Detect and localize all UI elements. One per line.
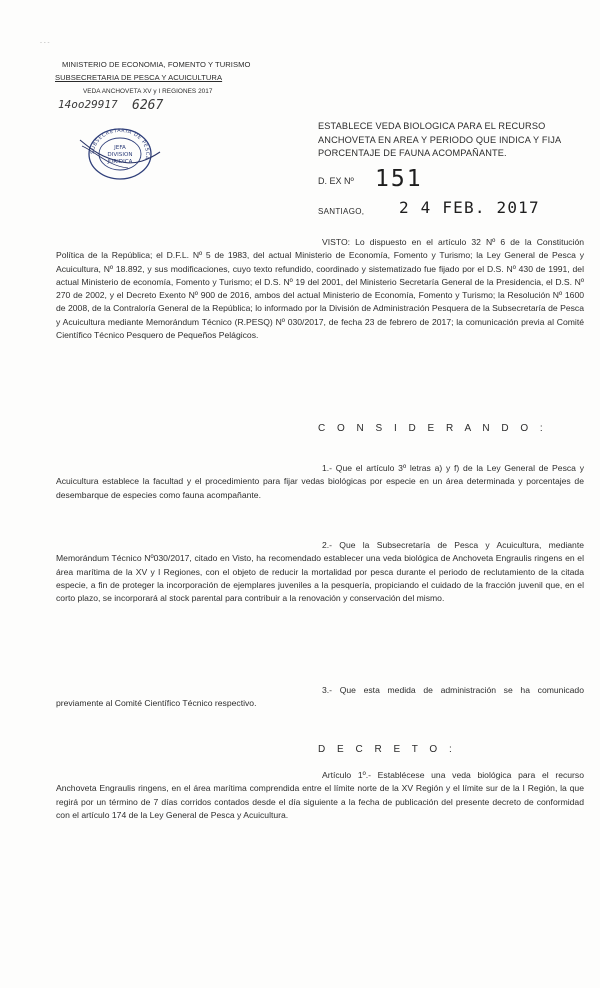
decree-title: ESTABLECE VEDA BIOLOGICA PARA EL RECURSO ANCHOVETA EN AREA Y PERIODO QUE INDICA Y FIJA PORCENTAJE DE FAUNA ACOMPAÑANTE. — [318, 121, 561, 158]
stamp-line-3: JURIDICA — [107, 159, 133, 165]
decreto-heading: D E C R E T O : — [318, 744, 457, 755]
considerando-item-2: 2.- Que la Subsecretaría de Pesca y Acuicultura, mediante Memorándum Técnico Nº030/2017, citado en Visto, ha recomendado establecer una veda biológica de Anchoveta Engraulis ringens en el área marítima de la XV y I Regiones, con el objeto de reducir la mortalidad por pesca durante el periodo de reclutamiento de la citada especie, a fin de proteger la incorporación de ejemplares juveniles a la pesquería, propiciando el cuidado de la fracción juvenil que, en el corto plazo, se incorporará al stock parental para contribuir a la renovación y conservación del mismo. — [56, 540, 584, 604]
division-juridica-stamp — [78, 122, 162, 182]
articulo-1: Artículo 1º.- Establécese una veda biológica para el recurso Anchoveta Engraulis ringens, en el área marítima comprendida entre el límite norte de la XV Región y el límite sur de la I Región, la que regirá por un término de 7 días corridos contados desde el día siguiente a la fecha de publicación del presente decreto de conformidad con el artículo 174 de la Ley General de Pesca y Acuicultura. — [56, 770, 584, 820]
handwritten-file-number: 14oo29917 — [58, 98, 118, 111]
header-subsecretaria: SUBSECRETARIA DE PESCA Y ACUICULTURA — [55, 73, 223, 82]
decree-number-label: D. EX Nº — [318, 176, 354, 186]
stamp-ring-text: SUBSECRETARIA DE PESCA — [89, 127, 151, 161]
visto-paragraph: VISTO: Lo dispuesto en el artículo 32 Nº 6 de la Constitución Política de la República; el D.F.L. Nº 5 de 1983, del actual Ministerio de Economía, Fomento y Turismo; la Ley General de Pesca y Acuicultura, Nº 18.892, y sus modificaciones, cuyo texto refundido, coordinado y sistematizado fue fijado por el D.S. Nº 430 de 1991, del actual Ministerio de economía, Fomento y Turismo; el D.S. Nº 19 del 2001, del Ministerio Secretaría General de la Presidencia, el D.S. Nº 270 de 2002, y el Decreto Exento Nº 900 de 2016, ambos del actual Ministerio de Economía, Fomento y Turismo; la Resolución Nº 1600 de 2008, de la Contraloría General de la República; lo informado por la División de Administración Pesquera de la Subsecretaría de Pesca y Acuicultura mediante Memorándum Técnico (R.PESQ) Nº 030/2017, de fecha 23 de febrero de 2017; la comunicación previa al Comité Científico Técnico Pesquero de Pequeños Pelágicos. — [56, 237, 584, 341]
handwritten-code: 6267 — [132, 98, 164, 113]
header-ministry: MINISTERIO DE ECONOMIA, FOMENTO Y TURISMO — [62, 60, 251, 69]
header-reference: VEDA ANCHOVETA XV y I REGIONES 2017 — [83, 88, 213, 95]
decree-place: SANTIAGO, — [318, 207, 365, 216]
considerando-item-3: 3.- Que esta medida de administración se ha comunicado previamente al Comité Científico Técnico respectivo. — [56, 685, 584, 709]
header-stamp-mark: - - - — [40, 40, 50, 46]
considerando-heading: C O N S I D E R A N D O : — [318, 423, 548, 434]
considerando-item-1: 1.- Que el artículo 3º letras a) y f) de la Ley General de Pesca y Acuicultura establece la facultad y el procedimiento para fijar vedas biológicas por especie en un área determinada y porcentajes de desembarque de especies como fauna acompañante. — [56, 463, 584, 500]
decree-number: 151 — [375, 166, 423, 192]
stamp-line-1: JEFA — [114, 145, 126, 151]
stamp-line-2: DIVISION — [107, 152, 133, 158]
decree-date: 2 4 FEB. 2017 — [399, 198, 540, 217]
